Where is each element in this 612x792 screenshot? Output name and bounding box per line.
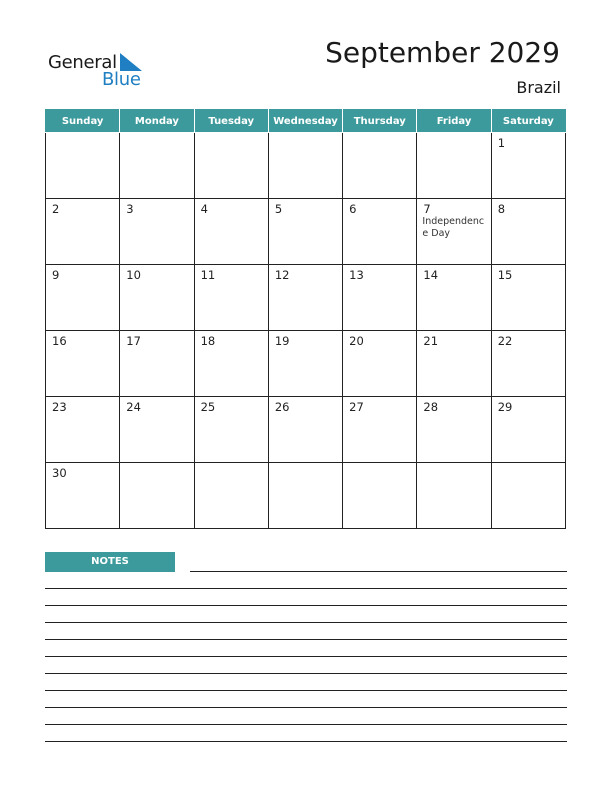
calendar-day-cell [491,331,565,397]
page-title: September 2029 [325,36,560,69]
calendar-day-cell [120,397,194,463]
calendar-day-cell [491,463,565,529]
country-label: Brazil [516,78,561,97]
note-line [45,656,567,657]
calendar-day-cell [46,463,120,529]
calendar-week-row [46,199,566,265]
calendar-day-cell [268,265,342,331]
weekday-header-wednesday: Wednesday [268,110,342,133]
calendar-day-cell [268,331,342,397]
notes-header: NOTES [45,552,175,572]
day-number: 11 [200,268,216,282]
calendar-day-cell [46,199,120,265]
day-number: 9 [52,268,60,282]
calendar-day-cell [46,331,120,397]
weekday-header-sunday: Sunday [46,110,120,133]
calendar-day-cell [417,265,491,331]
calendar-day-cell [491,265,565,331]
day-number: 13 [349,268,364,282]
weekday-header-row [46,110,566,133]
calendar-day-cell [343,397,417,463]
calendar-day-cell [343,265,417,331]
day-number: 19 [274,334,290,348]
calendar-day-cell [417,199,491,265]
day-number: 6 [349,202,357,216]
calendar-day-cell [194,199,268,265]
calendar-day-cell [120,331,194,397]
calendar-day-cell [491,199,565,265]
calendar-grid [45,109,566,529]
calendar-day-cell [46,265,120,331]
day-number: 20 [349,334,364,348]
calendar-body [46,133,566,529]
note-line [45,639,567,640]
day-number: 26 [274,400,290,414]
calendar-week-row [46,463,566,529]
weekday-header-monday: Monday [120,110,194,133]
day-number: 2 [52,202,60,216]
weekday-header-saturday: Saturday [491,110,565,133]
calendar-day-cell [120,133,194,199]
day-number: 25 [200,400,216,414]
calendar-day-cell [343,199,417,265]
calendar-day-cell [417,463,491,529]
note-line [45,690,567,691]
calendar-day-cell [343,463,417,529]
day-number: 27 [349,400,364,414]
calendar-week-row [46,265,566,331]
calendar-day-cell [194,463,268,529]
day-number: 16 [52,334,67,348]
day-number: 23 [52,400,67,414]
day-number: 15 [497,268,513,282]
logo-text-general: General [48,52,117,73]
calendar-day-cell [268,463,342,529]
day-number: 8 [497,202,506,216]
calendar-day-cell [343,133,417,199]
weekday-header-friday: Friday [417,110,491,133]
calendar-day-cell [194,133,268,199]
calendar-day-cell [46,397,120,463]
day-number: 21 [423,334,439,348]
day-number: 17 [126,334,141,348]
calendar-day-cell [491,397,565,463]
day-number: 18 [200,334,216,348]
weekday-header-thursday: Thursday [343,110,417,133]
day-number: 10 [126,268,141,282]
note-line [45,707,567,708]
calendar-day-cell [268,133,342,199]
note-line [45,741,567,742]
weekday-header-tuesday: Tuesday [194,110,268,133]
day-number: 3 [126,202,134,216]
note-line [45,605,567,606]
calendar-week-row [46,397,566,463]
calendar-day-cell [268,397,342,463]
day-number: 5 [274,202,283,216]
note-line [45,673,567,674]
calendar-day-cell [120,463,194,529]
holiday-label: Independence Day [422,216,485,239]
generalblue-logo [48,52,148,92]
calendar-day-cell [194,397,268,463]
day-number: 12 [274,268,290,282]
day-number: 7 [423,202,431,216]
day-number: 29 [497,400,513,414]
calendar-day-cell [417,331,491,397]
logo-text-blue: Blue [102,69,141,90]
note-line [45,724,567,725]
calendar-day-cell [46,133,120,199]
day-number: 22 [497,334,513,348]
day-number: 28 [423,400,439,414]
calendar-day-cell [268,199,342,265]
day-number: 14 [423,268,439,282]
calendar-day-cell [194,265,268,331]
calendar-day-cell [417,133,491,199]
calendar-day-cell [120,199,194,265]
calendar-week-row [46,133,566,199]
day-number: 30 [52,466,67,480]
calendar-day-cell [491,133,565,199]
note-line [45,622,567,623]
calendar-day-cell [194,331,268,397]
note-line [190,571,567,572]
calendar-day-cell [417,397,491,463]
day-number: 4 [200,202,208,216]
day-number: 24 [126,400,141,414]
calendar-day-cell [343,331,417,397]
day-number: 1 [497,136,506,150]
note-line [45,588,567,589]
calendar-day-cell [120,265,194,331]
calendar-week-row [46,331,566,397]
